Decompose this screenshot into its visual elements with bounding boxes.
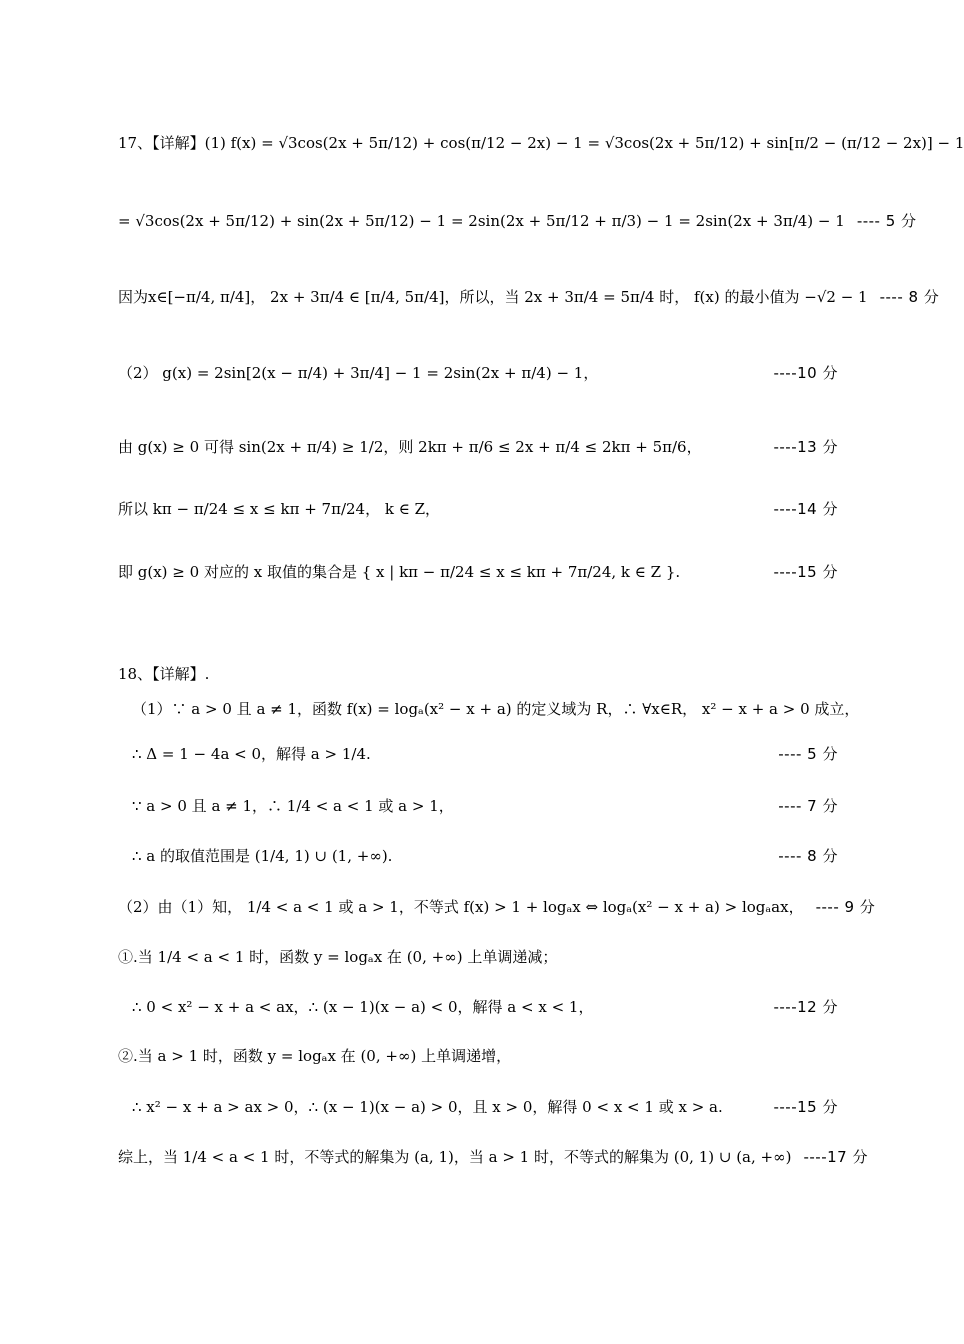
q17-line-3-text: 因为x∈[−π/4, π/4]， 2x + 3π/4 ∈ [π/4, 5π/4]，所以，当 2x + 3π/4 = 5π/4 时， f(x) 的最小值为 −√2 − 1 bbox=[118, 288, 868, 306]
q18-line-10 bbox=[118, 1146, 868, 1167]
q17-line-4-text: （2） g(x) = 2sin[2(x − π/4) + 3π/4] − 1 = 2sin(2x + π/4) − 1， bbox=[118, 364, 599, 382]
q18-header: 18、【详解】. bbox=[118, 665, 210, 683]
q17-line-5 bbox=[118, 436, 838, 457]
q18-line-7-text: ∴ 0 < x² − x + a < ax，∴ (x − 1)(x − a) < 0，解得 a < x < 1， bbox=[132, 998, 594, 1016]
q17-line-2-score: ---- 5 分 bbox=[856, 212, 917, 230]
q17-line-6 bbox=[118, 498, 838, 519]
q18-header-line bbox=[118, 663, 838, 684]
q17-line-7 bbox=[118, 561, 838, 582]
q18-line-5-text: （2）由（1）知， 1/4 < a < 1 或 a > 1，不等式 f(x) > 1 + logₐx ⇔ logₐ(x² − x + a) > logₐax， bbox=[118, 898, 804, 916]
q17-line-1 bbox=[118, 132, 964, 153]
q18-line-3 bbox=[132, 795, 838, 816]
q17-line-2 bbox=[118, 210, 917, 231]
q17-line-6-score: ----14 分 bbox=[773, 500, 838, 518]
q18-line-1 bbox=[132, 698, 860, 719]
q18-line-4-score: ---- 8 分 bbox=[778, 847, 838, 865]
q18-line-8-text: ②.当 a > 1 时，函数 y = logₐx 在 (0, +∞) 上单调递增， bbox=[118, 1047, 512, 1065]
q18-line-9-text: ∴ x² − x + a > ax > 0，∴ (x − 1)(x − a) > 0，且 x > 0，解得 0 < x < 1 或 x > a. bbox=[132, 1098, 723, 1116]
q18-line-2-text: ∴ Δ = 1 − 4a < 0，解得 a > 1/4. bbox=[132, 745, 371, 763]
q17-line-6-text: 所以 kπ − π/24 ≤ x ≤ kπ + 7π/24， k ∈ Z， bbox=[118, 500, 441, 518]
q18-line-2-score: ---- 5 分 bbox=[778, 745, 838, 763]
q17-line-3 bbox=[118, 286, 940, 307]
q17-line-7-text: 即 g(x) ≥ 0 对应的 x 取值的集合是 { x | kπ − π/24 ≤ x ≤ kπ + 7π/24, k ∈ Z }. bbox=[118, 563, 681, 581]
q18-line-4 bbox=[132, 845, 838, 866]
q17-line-5-text: 由 g(x) ≥ 0 可得 sin(2x + π/4) ≥ 1/2，则 2kπ + π/6 ≤ 2x + π/4 ≤ 2kπ + 5π/6， bbox=[118, 438, 702, 456]
q18-line-6-text: ①.当 1/4 < a < 1 时，函数 y = logₐx 在 (0, +∞) 上单调递减； bbox=[118, 948, 558, 966]
q18-line-8 bbox=[118, 1045, 838, 1066]
q18-line-7 bbox=[132, 996, 838, 1017]
q18-line-2 bbox=[132, 743, 838, 764]
q18-line-5 bbox=[118, 896, 876, 917]
q17-line-4-score: ----10 分 bbox=[773, 364, 838, 382]
q18-line-9 bbox=[132, 1096, 838, 1117]
q18-line-3-score: ---- 7 分 bbox=[778, 797, 838, 815]
q17-line-1-text: f(x) = √3cos(2x + 5π/12) + cos(π/12 − 2x) − 1 = √3cos(2x + 5π/12) + sin[π/2 − (π/12 − 2x)] − 1 bbox=[230, 134, 964, 152]
q17-line-4 bbox=[118, 362, 838, 383]
q18-line-9-score: ----15 分 bbox=[773, 1098, 838, 1116]
q18-line-10-text: 综上，当 1/4 < a < 1 时，不等式的解集为 (a, 1)，当 a > 1 时，不等式的解集为 (0, 1) ∪ (a, +∞) bbox=[118, 1148, 792, 1166]
q18-line-6 bbox=[118, 946, 838, 967]
q18-line-10-score: ----17 分 bbox=[803, 1148, 868, 1166]
q17-header: 17、【详解】(1) bbox=[118, 134, 226, 152]
q18-line-3-text: ∵ a > 0 且 a ≠ 1，∴ 1/4 < a < 1 或 a > 1， bbox=[132, 797, 454, 815]
q17-line-5-score: ----13 分 bbox=[773, 438, 838, 456]
q17-line-3-score: ---- 8 分 bbox=[879, 288, 940, 306]
q18-line-1-text: （1）∵ a > 0 且 a ≠ 1，函数 f(x) = logₐ(x² − x + a) 的定义域为 R，∴ ∀x∈R， x² − x + a > 0 成立， bbox=[132, 700, 860, 718]
q17-line-2-text: = √3cos(2x + 5π/12) + sin(2x + 5π/12) − 1 = 2sin(2x + 5π/12 + π/3) − 1 = 2sin(2x + 3π/4) − 1 bbox=[118, 211, 845, 230]
q18-line-7-score: ----12 分 bbox=[773, 998, 838, 1016]
q18-line-4-text: ∴ a 的取值范围是 (1/4, 1) ∪ (1, +∞). bbox=[132, 847, 393, 865]
q17-line-7-score: ----15 分 bbox=[773, 563, 838, 581]
q18-line-5-score: ---- 9 分 bbox=[815, 898, 876, 916]
